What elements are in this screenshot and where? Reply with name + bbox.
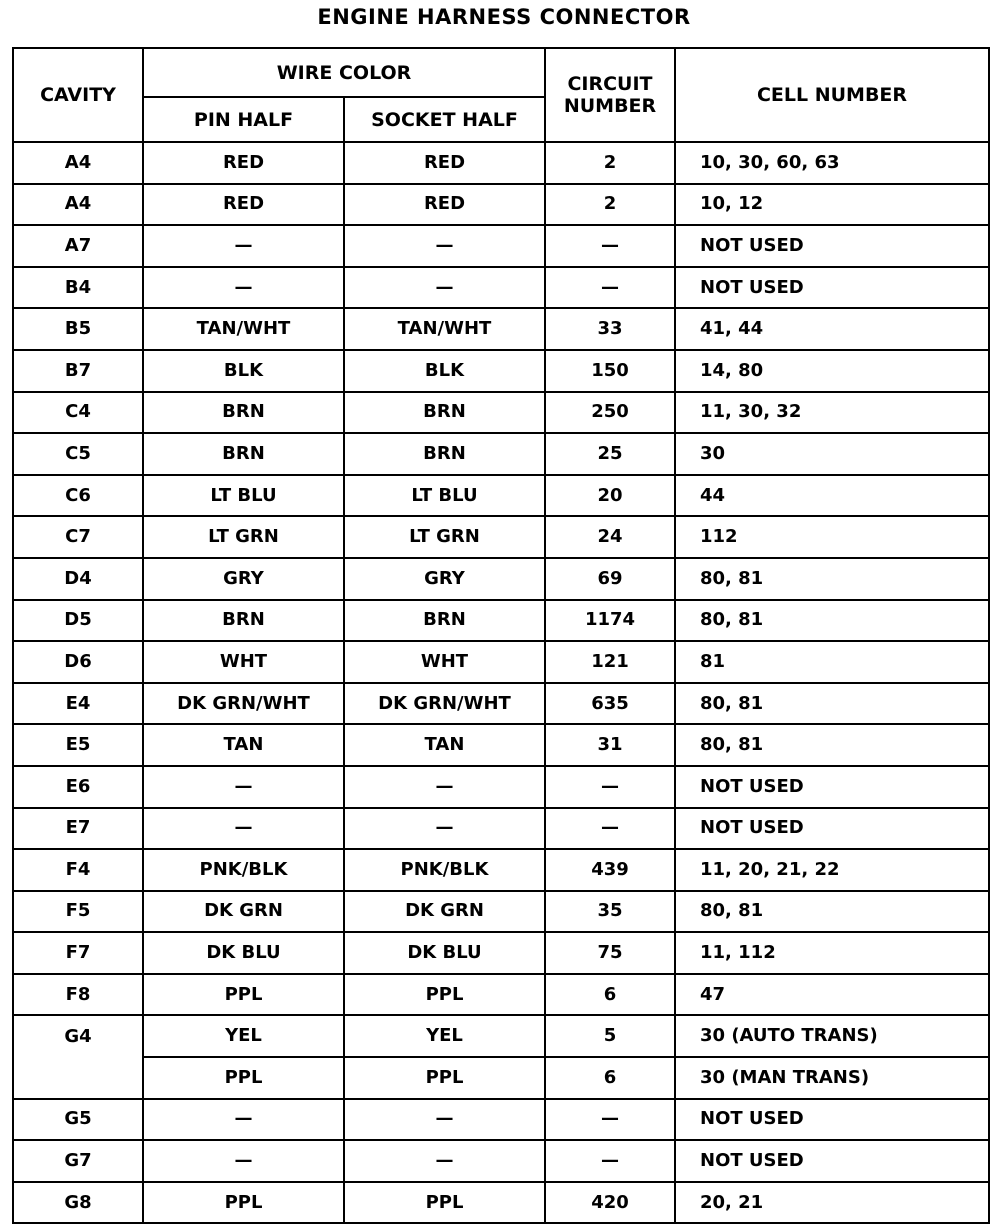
table-row	[13, 392, 989, 434]
cavity-cell: G8	[13, 1182, 143, 1224]
cavity-cell: E5	[13, 724, 143, 766]
cell-cell: 30 (MAN TRANS)	[675, 1057, 989, 1099]
table-row	[13, 932, 989, 974]
cell-cell: 81	[675, 641, 989, 683]
cavity-cell: C7	[13, 516, 143, 558]
circuit-cell: 31	[545, 724, 675, 766]
table-row	[13, 1099, 989, 1141]
cavity-cell: A7	[13, 225, 143, 267]
socket-cell: DK GRN	[344, 891, 545, 933]
pin-cell: RED	[143, 184, 344, 226]
circuit-cell: —	[545, 267, 675, 309]
socket-cell: —	[344, 1099, 545, 1141]
table-row	[13, 724, 989, 766]
pin-cell: TAN/WHT	[143, 308, 344, 350]
socket-cell: DK BLU	[344, 932, 545, 974]
table-row	[13, 433, 989, 475]
circuit-cell: 35	[545, 891, 675, 933]
pin-cell: BRN	[143, 433, 344, 475]
cell-cell: 41, 44	[675, 308, 989, 350]
cavity-cell: F5	[13, 891, 143, 933]
cell-cell: NOT USED	[675, 766, 989, 808]
table-row	[13, 600, 989, 642]
socket-cell: LT BLU	[344, 475, 545, 517]
header-cavity: CAVITY	[13, 48, 143, 142]
socket-cell: BLK	[344, 350, 545, 392]
cell-cell: NOT USED	[675, 225, 989, 267]
circuit-cell: 439	[545, 849, 675, 891]
socket-cell: LT GRN	[344, 516, 545, 558]
connector-table	[12, 47, 990, 1224]
header-wire-color: WIRE COLOR	[143, 48, 545, 97]
cavity-cell: A4	[13, 184, 143, 226]
circuit-cell: 420	[545, 1182, 675, 1224]
socket-cell: PPL	[344, 974, 545, 1016]
pin-cell: LT BLU	[143, 475, 344, 517]
cell-cell: 11, 20, 21, 22	[675, 849, 989, 891]
socket-cell: YEL	[344, 1015, 545, 1057]
header-socket-half: SOCKET HALF	[344, 97, 545, 142]
cavity-cell: E4	[13, 683, 143, 725]
cavity-cell: A4	[13, 142, 143, 184]
cell-cell: 11, 112	[675, 932, 989, 974]
cell-cell: NOT USED	[675, 1099, 989, 1141]
socket-cell: GRY	[344, 558, 545, 600]
table-row	[13, 142, 989, 184]
pin-cell: BRN	[143, 600, 344, 642]
socket-cell: RED	[344, 142, 545, 184]
table-row	[13, 1015, 989, 1057]
table-row	[13, 475, 989, 517]
circuit-cell: 6	[545, 974, 675, 1016]
circuit-cell: 69	[545, 558, 675, 600]
cell-cell: 112	[675, 516, 989, 558]
cavity-cell: B7	[13, 350, 143, 392]
table-row	[13, 641, 989, 683]
table-row	[13, 184, 989, 226]
cell-cell: 30 (AUTO TRANS)	[675, 1015, 989, 1057]
table-row	[13, 516, 989, 558]
cell-cell: 30	[675, 433, 989, 475]
header-circuit-line2: NUMBER	[563, 95, 657, 117]
socket-cell: DK GRN/WHT	[344, 683, 545, 725]
socket-cell: —	[344, 808, 545, 850]
pin-cell: DK GRN/WHT	[143, 683, 344, 725]
page-title: ENGINE HARNESS CONNECTOR	[317, 5, 691, 29]
socket-cell: PPL	[344, 1057, 545, 1099]
header-pin-half: PIN HALF	[143, 97, 344, 142]
cavity-cell: G5	[13, 1099, 143, 1141]
cell-cell: 80, 81	[675, 724, 989, 766]
pin-cell: —	[143, 766, 344, 808]
circuit-cell: 150	[545, 350, 675, 392]
table-body	[13, 142, 989, 1223]
cavity-cell: C4	[13, 392, 143, 434]
circuit-cell: 2	[545, 184, 675, 226]
cavity-cell: B5	[13, 308, 143, 350]
cell-cell: 20, 21	[675, 1182, 989, 1224]
pin-cell: BRN	[143, 392, 344, 434]
pin-cell: BLK	[143, 350, 344, 392]
pin-cell: —	[143, 1140, 344, 1182]
cell-cell: 14, 80	[675, 350, 989, 392]
table-row	[13, 808, 989, 850]
cavity-cell: F4	[13, 849, 143, 891]
table-row	[13, 308, 989, 350]
table-row	[13, 350, 989, 392]
cell-cell: 80, 81	[675, 891, 989, 933]
pin-cell: —	[143, 225, 344, 267]
pin-cell: PPL	[143, 1057, 344, 1099]
table-row	[13, 1182, 989, 1224]
cell-cell: 80, 81	[675, 683, 989, 725]
socket-cell: RED	[344, 184, 545, 226]
pin-cell: PNK/BLK	[143, 849, 344, 891]
cavity-cell: E6	[13, 766, 143, 808]
circuit-cell: 1174	[545, 600, 675, 642]
cavity-cell: G7	[13, 1140, 143, 1182]
table-row	[13, 683, 989, 725]
circuit-cell: 20	[545, 475, 675, 517]
table-row	[13, 558, 989, 600]
circuit-cell: —	[545, 1140, 675, 1182]
cell-cell: NOT USED	[675, 1140, 989, 1182]
table-row	[13, 1140, 989, 1182]
socket-cell: TAN/WHT	[344, 308, 545, 350]
cell-cell: 11, 30, 32	[675, 392, 989, 434]
table-row	[13, 849, 989, 891]
cell-cell: 10, 30, 60, 63	[675, 142, 989, 184]
circuit-cell: 635	[545, 683, 675, 725]
socket-cell: WHT	[344, 641, 545, 683]
circuit-cell: 24	[545, 516, 675, 558]
header-circuit-line1: CIRCUIT	[567, 73, 653, 95]
cavity-cell: D4	[13, 558, 143, 600]
pin-cell: —	[143, 267, 344, 309]
pin-cell: YEL	[143, 1015, 344, 1057]
circuit-cell: 2	[545, 142, 675, 184]
pin-cell: RED	[143, 142, 344, 184]
socket-cell: —	[344, 766, 545, 808]
cavity-cell: D5	[13, 600, 143, 642]
header-circuit-number	[545, 48, 675, 142]
pin-cell: GRY	[143, 558, 344, 600]
pin-cell: LT GRN	[143, 516, 344, 558]
circuit-cell: 5	[545, 1015, 675, 1057]
circuit-cell: 250	[545, 392, 675, 434]
socket-cell: BRN	[344, 433, 545, 475]
cavity-cell: E7	[13, 808, 143, 850]
header-cell-number: CELL NUMBER	[675, 48, 989, 142]
socket-cell: —	[344, 1140, 545, 1182]
socket-cell: PPL	[344, 1182, 545, 1224]
table-row	[13, 225, 989, 267]
circuit-cell: 121	[545, 641, 675, 683]
table-row	[13, 974, 989, 1016]
table-row	[13, 1057, 989, 1099]
pin-cell: PPL	[143, 1182, 344, 1224]
circuit-cell: —	[545, 766, 675, 808]
pin-cell: DK GRN	[143, 891, 344, 933]
cell-cell: 44	[675, 475, 989, 517]
socket-cell: PNK/BLK	[344, 849, 545, 891]
pin-cell: TAN	[143, 724, 344, 766]
table-row	[13, 891, 989, 933]
cavity-cell: F7	[13, 932, 143, 974]
cell-cell: 10, 12	[675, 184, 989, 226]
cavity-cell: B4	[13, 267, 143, 309]
pin-cell: DK BLU	[143, 932, 344, 974]
circuit-cell: 6	[545, 1057, 675, 1099]
circuit-cell: 75	[545, 932, 675, 974]
circuit-cell: —	[545, 225, 675, 267]
cavity-cell: C6	[13, 475, 143, 517]
circuit-cell: 33	[545, 308, 675, 350]
table-row	[13, 267, 989, 309]
circuit-cell: —	[545, 1099, 675, 1141]
socket-cell: BRN	[344, 392, 545, 434]
table-row	[13, 766, 989, 808]
circuit-cell: —	[545, 808, 675, 850]
socket-cell: BRN	[344, 600, 545, 642]
circuit-cell: 25	[545, 433, 675, 475]
cell-cell: NOT USED	[675, 808, 989, 850]
cell-cell: 80, 81	[675, 558, 989, 600]
pin-cell: —	[143, 1099, 344, 1141]
cavity-cell: C5	[13, 433, 143, 475]
cell-cell: 80, 81	[675, 600, 989, 642]
cell-cell: NOT USED	[675, 267, 989, 309]
socket-cell: —	[344, 225, 545, 267]
cell-cell: 47	[675, 974, 989, 1016]
cavity-cell: F8	[13, 974, 143, 1016]
cavity-cell: G4	[13, 1015, 143, 1098]
socket-cell: —	[344, 267, 545, 309]
pin-cell: WHT	[143, 641, 344, 683]
socket-cell: TAN	[344, 724, 545, 766]
pin-cell: —	[143, 808, 344, 850]
cavity-cell: D6	[13, 641, 143, 683]
pin-cell: PPL	[143, 974, 344, 1016]
